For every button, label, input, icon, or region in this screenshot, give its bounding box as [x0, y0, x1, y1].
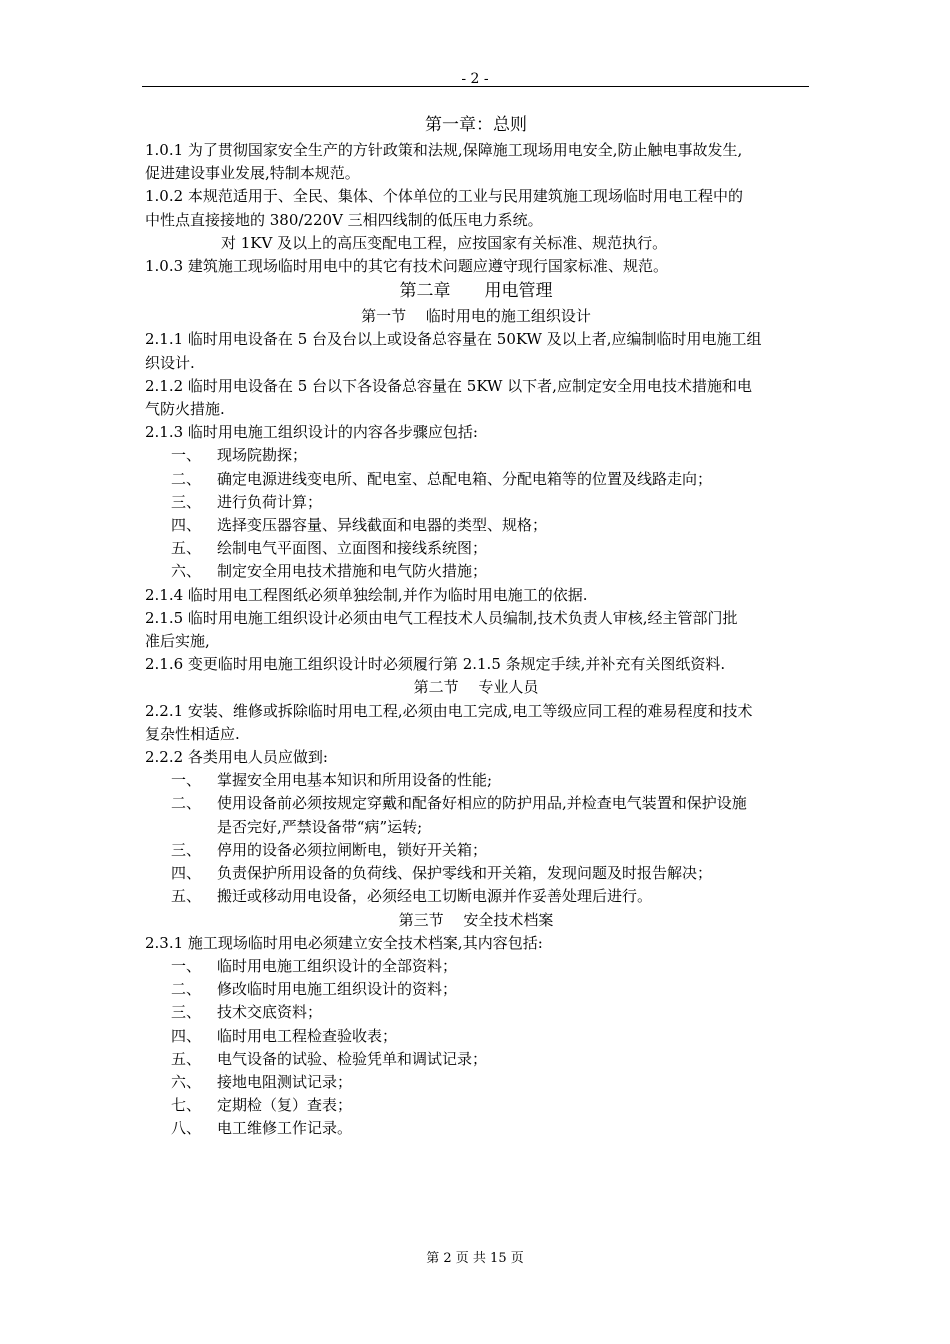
list-item	[145, 1001, 807, 1024]
list-item	[145, 1048, 807, 1071]
clause-2-1-3-list	[145, 444, 807, 583]
section-1-title: 第一节 临时用电的施工组织设计	[361, 307, 591, 326]
list-item-number: 五、	[171, 887, 202, 906]
list-item	[145, 839, 807, 862]
clause-1-0-2-line-1: 1.0.2 本规范适用于、全民、集体、个体单位的工业与民用建筑施工现场临时用电工程中的	[145, 187, 743, 206]
list-item-text: 制定安全用电技术措施和电气防火措施；	[217, 562, 488, 581]
list-item-text: 绘制电气平面图、立面图和接线系统图；	[217, 539, 488, 558]
list-item	[145, 1071, 807, 1094]
list-item-text: 电气设备的试验、检验凭单和调试记录；	[217, 1049, 488, 1068]
list-item-number: 二、	[171, 469, 202, 488]
list-item-continuation	[145, 816, 807, 839]
list-item	[145, 1025, 807, 1048]
list-item	[145, 955, 807, 978]
clause-2-1-5-line-2: 准后实施,	[145, 632, 210, 651]
list-item-number: 六、	[171, 1072, 202, 1091]
list-item-number: 七、	[171, 1096, 202, 1115]
clause-1-0-1-line-2: 促进建设事业发展,特制本规范。	[145, 164, 360, 183]
clause-2-1-2-line-2: 气防火措施.	[145, 400, 225, 419]
list-item-text: 确定电源进线变电所、配电室、总配电箱、分配电箱等的位置及线路走向；	[217, 469, 713, 488]
list-item-text: 临时用电施工组织设计的全部资料；	[217, 956, 458, 975]
list-item-number: 二、	[171, 794, 202, 813]
list-item-number: 一、	[171, 446, 202, 465]
clause-2-1-1-line-2: 织设计.	[145, 353, 195, 372]
clause-1-0-2-line-2: 中性点直接接地的 380/220V 三相四线制的低压电力系统。	[145, 210, 543, 229]
chapter-1-title: 第一章：总则	[425, 115, 527, 135]
clause-2-1-5-line-1: 2.1.5 临时用电施工组织设计必须由电气工程技术人员编制,技术负责人审核,经主管部门批	[145, 608, 738, 627]
chapter-2-title: 第二章 用电管理	[399, 281, 553, 302]
list-item	[145, 792, 807, 815]
clause-2-3-1-list	[145, 955, 807, 1141]
list-item-text: 现场院勘探；	[217, 446, 308, 465]
list-item-number: 四、	[171, 1026, 202, 1045]
list-item-number: 一、	[171, 771, 202, 790]
list-item	[145, 491, 807, 514]
list-item	[145, 514, 807, 537]
list-item-text: 电工维修工作记录。	[217, 1119, 353, 1138]
list-item	[145, 560, 807, 583]
clause-2-2-2: 2.2.2 各类用电人员应做到:	[145, 748, 328, 767]
list-item-text: 停用的设备必须拉闸断电，锁好开关箱；	[217, 840, 488, 859]
list-item-text: 选择变压器容量、异线截面和电器的类型、规格；	[217, 516, 548, 535]
list-item-number: 二、	[171, 980, 202, 999]
list-item-text: 掌握安全用电基本知识和所用设备的性能;	[217, 771, 493, 790]
list-item	[145, 537, 807, 560]
list-item-number: 三、	[171, 492, 202, 511]
list-item	[145, 769, 807, 792]
list-item-number: 三、	[171, 840, 202, 859]
list-item-text: 临时用电工程检查验收表；	[217, 1026, 398, 1045]
list-item-text: 技术交底资料；	[217, 1003, 323, 1022]
clause-1-0-1-line-1: 1.0.1 为了贯彻国家安全生产的方针政策和法规,保障施工现场用电安全,防止触电事故发生,	[145, 141, 743, 159]
list-item-text: 使用设备前必须按规定穿戴和配备好相应的防护用品,并检查电气装置和保护设施	[217, 794, 747, 813]
list-item-text: 搬迁或移动用电设备，必须经电工切断电源并作妥善处理后进行。	[217, 887, 653, 906]
clause-2-1-2-line-1: 2.1.2 临时用电设备在 5 台以下各设备总容量在 5KW 以下者,应制定安全用电技术措施和电	[145, 376, 752, 395]
page-footer: 第 2 页 共 15 页	[426, 1251, 524, 1266]
list-item-number: 三、	[171, 1003, 202, 1022]
list-item	[145, 862, 807, 885]
list-item	[145, 978, 807, 1001]
clause-1-0-2-line-3: 对 1KV 及以上的高压变配电工程，应按国家有关标准、规范执行。	[221, 233, 668, 252]
clause-2-1-3: 2.1.3 临时用电施工组织设计的内容各步骤应包括:	[145, 423, 478, 442]
list-item	[145, 885, 807, 908]
list-item-text: 是否完好,严禁设备带“病”运转;	[217, 817, 423, 836]
section-3-title: 第三节 安全技术档案	[398, 910, 554, 929]
clause-2-3-1: 2.3.1 施工现场临时用电必须建立安全技术档案,其内容包括:	[145, 933, 543, 952]
clause-2-2-2-list	[145, 769, 807, 908]
list-item	[145, 1094, 807, 1117]
clause-2-1-6: 2.1.6 变更临时用电施工组织设计时必须履行第 2.1.5 条规定手续,并补充有关图纸资料.	[145, 655, 726, 674]
list-item-number: 四、	[171, 516, 202, 535]
clause-2-1-1-line-1: 2.1.1 临时用电设备在 5 台及台以上或设备总容量在 50KW 及以上者,应编制临时用电施工组	[145, 330, 762, 349]
list-item-number: 六、	[171, 562, 202, 581]
clause-2-1-4: 2.1.4 临时用电工程图纸必须单独绘制,并作为临时用电施工的依据.	[145, 585, 588, 604]
list-item-text: 接地电阻测试记录；	[217, 1072, 353, 1091]
list-item-text: 修改临时用电施工组织设计的资料；	[217, 980, 458, 999]
document-body	[145, 112, 807, 1141]
page-number-header: - 2 -	[461, 71, 489, 87]
list-item	[145, 1117, 807, 1140]
list-item	[145, 468, 807, 491]
list-item-number: 五、	[171, 539, 202, 558]
list-item-number: 八、	[171, 1119, 202, 1138]
list-item-number: 四、	[171, 864, 202, 883]
list-item-text: 进行负荷计算；	[217, 492, 323, 511]
list-item-text: 定期检（复）查表；	[217, 1096, 353, 1115]
section-2-title: 第二节 专业人员	[413, 678, 539, 697]
list-item-number: 五、	[171, 1049, 202, 1068]
clause-2-2-1-line-1: 2.2.1 安装、维修或拆除临时用电工程,必须由电工完成,电工等级应同工程的难易程度和技术	[145, 701, 753, 720]
clause-2-2-1-line-2: 复杂性相适应.	[145, 724, 240, 743]
header-rule	[142, 86, 809, 87]
list-item-number: 一、	[171, 956, 202, 975]
list-item-text: 负责保护所用设备的负荷线、保护零线和开关箱，发现问题及时报告解决；	[217, 864, 713, 883]
list-item	[145, 444, 807, 467]
clause-1-0-3: 1.0.3 建筑施工现场临时用电中的其它有技术问题应遵守现行国家标准、规范。	[145, 257, 668, 276]
